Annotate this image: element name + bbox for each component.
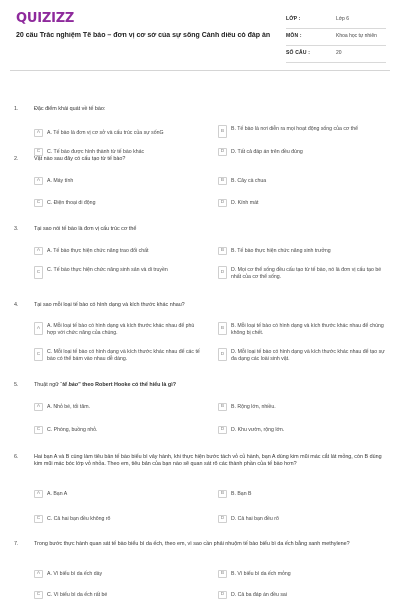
question-number: 2. [14, 156, 19, 162]
meta-key: LỚP : [286, 16, 301, 22]
question-text-post: ” theo Robert Hooke có thể hiểu là gì? [78, 382, 176, 388]
option-letter: C [34, 199, 43, 207]
question-number: 7. [14, 541, 19, 547]
option-text: C. Phòng, buồng nhỏ. [47, 427, 98, 433]
option-text: A. Bạn A [47, 491, 68, 497]
option-text: D. Kính mát [231, 200, 259, 206]
question-text: Trong bước thực hành quan sát tế bào biểu bì da ếch, theo em, vì sao cần phải nhuộm tế bào biểu bì da ếch bằng xanh methylene? [34, 541, 350, 547]
option-text: D. Cả hai bạn đều rõ [231, 516, 279, 522]
option-letter: B [218, 247, 227, 255]
quizizz-logo: QUIZIZZ [16, 11, 75, 26]
option-letter: A [34, 177, 43, 185]
option-text: B. Tế bào là nơi diễn ra mọi hoạt động sống của cơ thể [231, 126, 358, 132]
option-letter: A [34, 490, 43, 498]
option-text: C. Tế bào thực hiện chức năng sinh sản và di truyền [47, 267, 168, 273]
option-letter: C [34, 348, 43, 361]
question-number: 3. [14, 226, 19, 232]
question-number: 6. [14, 454, 19, 460]
option-text: B. Tế bào thực hiện chức năng sinh trưởng [231, 248, 331, 254]
question-text: Vật nào sau đây có cấu tạo từ tế bào? [34, 156, 126, 162]
option-letter: C [34, 591, 43, 599]
question-text-pre: Thuật ngữ “ [34, 382, 63, 388]
option-text: A. Máy tính [47, 178, 74, 184]
question-text [34, 382, 384, 389]
question-text: Đặc điểm khái quát về tế bào: [34, 106, 106, 112]
option-letter: D [218, 515, 227, 523]
meta-table [286, 12, 386, 63]
option-letter: C [34, 148, 43, 156]
option-letter: A [34, 403, 43, 411]
option-letter: D [218, 426, 227, 434]
question-text: Tại sao nói tế bào là đơn vị cấu trúc cơ thể [34, 226, 137, 232]
option-letter: B [218, 322, 227, 335]
option-letter: D [218, 266, 227, 279]
option-text: A. Mỗi loại tế bào có hình dạng và kích thước khác nhau để phù hợp với chức năng của chúng. [47, 323, 195, 336]
option-letter: C [34, 515, 43, 523]
question-text: Hai bạn A và B cùng làm tiêu bản tế bào biểu bì vảy hành, khi thực hiện bước tách vỏ củ hành, bạn A dùng kim mũi mác cắt lát mỏng, còn B dùng kim mũi mác bóc lớp vỏ nhỏa. Theo em, tiêu bản của bạn nào sẽ quan sát rõ các thành phần của tế bào hơn? [34, 454, 382, 467]
meta-value: Lớp 6 [336, 16, 350, 22]
option-text: D. Mọi cơ thể sống đều cấu tạo từ tế bào, nó là đơn vị cấu tạo bé nhất của cơ thể sống. [231, 267, 382, 280]
option-letter: A [34, 129, 43, 137]
meta-row-subject [286, 29, 386, 46]
option-text: A. Nhỏ bé, tối tăm. [47, 404, 90, 410]
question-text-term: tế bào [62, 382, 79, 388]
option-text: C. Cả hai bạn đều không rõ [47, 516, 111, 522]
option-text: B. Mỗi loại tế bào có hình dạng và kích thước khác nhau để chúng không bị chết. [231, 323, 384, 336]
option-text: C. Mỗi loại tế bào có hình dạng và kích thước khác nhau để các tế bào có thể bám vào nhau dễ dàng. [47, 349, 200, 362]
meta-key: MÔN : [286, 33, 302, 39]
question-number: 1. [14, 106, 19, 112]
option-letter: A [34, 247, 43, 255]
option-text: B. Cây cà chua [231, 178, 267, 184]
option-letter: D [218, 148, 227, 156]
option-text: C. Điện thoại di động [47, 200, 96, 206]
option-letter: A [34, 322, 43, 335]
option-text: B. Rộng lớn, nhiều. [231, 404, 276, 410]
option-letter: D [218, 199, 227, 207]
option-letter: A [34, 570, 43, 578]
header-divider [10, 70, 390, 71]
option-letter: C [34, 266, 43, 279]
option-text: D. Khu vườn, rộng lớn. [231, 427, 285, 433]
option-text: D. Tất cả đáp án trên đều đúng [231, 149, 303, 155]
meta-row-count [286, 46, 386, 63]
question-number: 4. [14, 302, 19, 308]
option-letter: C [34, 426, 43, 434]
option-text: A. Vì biểu bì da ếch dày [47, 571, 103, 577]
option-letter: B [218, 570, 227, 578]
question-text: Tại sao mỗi loại tế bào có hình dạng và kích thước khác nhau? [34, 302, 185, 308]
option-text: C. Tế bào được hình thành từ tế bào khác [47, 149, 145, 155]
meta-value: 20 [336, 50, 342, 56]
worksheet-title: 20 câu Trắc nghiệm Tế bào – đơn vị cơ sở của sự sống Cánh diều có đáp án [16, 32, 271, 39]
option-letter: B [218, 490, 227, 498]
option-letter: B [218, 177, 227, 185]
option-text: B. Vì biểu bì da ếch mỏng [231, 571, 291, 577]
option-letter: D [218, 348, 227, 361]
option-text: D. Cả ba đáp án đều sai [231, 592, 287, 598]
option-text: D. Mỗi loại tế bào có hình dạng và kích thước khác nhau để tạo sự đa dạng các loài sinh vật. [231, 349, 385, 362]
option-text: A. Tế bào thực hiện chức năng trao đổi chất [47, 248, 149, 254]
option-letter: B [218, 125, 227, 138]
meta-row-grade [286, 12, 386, 29]
option-letter: B [218, 403, 227, 411]
meta-key: SỐ CÂU : [286, 50, 311, 56]
option-text: A. Tế bào là đơn vị cơ sở và cấu trúc của sự sốnG [47, 130, 164, 136]
worksheet-header [0, 0, 400, 64]
question-number: 5. [14, 382, 19, 388]
option-letter: D [218, 591, 227, 599]
option-text: B. Bạn B [231, 491, 252, 497]
option-text: C. Vì biểu bì da ếch rất bé [47, 592, 108, 598]
meta-value: Khoa học tự nhiên [336, 33, 377, 39]
